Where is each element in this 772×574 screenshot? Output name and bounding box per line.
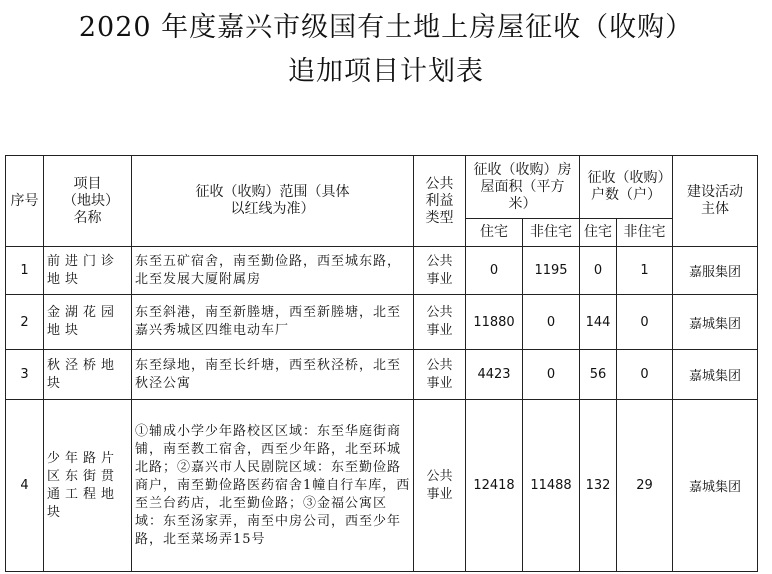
cell-area-non-residential: 11488 xyxy=(523,400,580,572)
header-households: 征收（收购）户数（户） xyxy=(580,156,673,219)
header-households-residential: 住宅 xyxy=(580,219,617,247)
cell-households-non-residential: 0 xyxy=(617,295,673,350)
cell-project-name: 少年路片区东街贯通工程地块 xyxy=(44,400,132,572)
title-block xyxy=(0,6,772,94)
cell-seq: 4 xyxy=(6,400,44,572)
cell-seq: 2 xyxy=(6,295,44,350)
cell-area-residential: 0 xyxy=(466,247,523,295)
cell-households-residential: 144 xyxy=(580,295,617,350)
table-row xyxy=(6,400,758,572)
cell-range: 东至绿地，南至长纤塘，西至秋泾桥，北至秋泾公寓 xyxy=(132,350,414,400)
cell-project-name: 秋泾桥地块 xyxy=(44,350,132,400)
cell-public-interest: 公共事业 xyxy=(414,295,466,350)
cell-area-non-residential: 0 xyxy=(523,295,580,350)
cell-area-residential: 12418 xyxy=(466,400,523,572)
cell-range: 东至斜港，南至新塍塘，西至新塍塘，北至嘉兴秀城区四维电动车厂 xyxy=(132,295,414,350)
header-households-non-residential: 非住宅 xyxy=(617,219,673,247)
cell-area-non-residential: 1195 xyxy=(523,247,580,295)
cell-builder: 嘉服集团 xyxy=(673,247,758,295)
cell-area-non-residential: 0 xyxy=(523,350,580,400)
header-row xyxy=(6,156,758,219)
cell-households-non-residential: 0 xyxy=(617,350,673,400)
cell-builder: 嘉城集团 xyxy=(673,295,758,350)
cell-households-residential: 0 xyxy=(580,247,617,295)
cell-households-non-residential: 1 xyxy=(617,247,673,295)
page-subtitle: 追加项目计划表 xyxy=(288,56,484,87)
header-area-non-residential: 非住宅 xyxy=(523,219,580,247)
header-area: 征收（收购）房屋面积（平方米） xyxy=(466,156,580,219)
cell-area-residential: 11880 xyxy=(466,295,523,350)
cell-public-interest: 公共事业 xyxy=(414,400,466,572)
cell-seq: 3 xyxy=(6,350,44,400)
cell-project-name: 金湖花园地块 xyxy=(44,295,132,350)
header-range: 征收（收购）范围（具体以红线为准） xyxy=(132,156,414,247)
cell-seq: 1 xyxy=(6,247,44,295)
cell-project-name: 前进门诊地块 xyxy=(44,247,132,295)
cell-range: ①辅成小学少年路校区区域：东至华庭街商铺，南至教工宿舍，西至少年路，北至环城北路；②嘉兴市人民剧院区域：东至勤俭路商户，南至勤俭路医药宿舍1幢自行车库，西至兰台药店，北至勤俭路；③金福公寓区域：东至汤家弄，南至中房公司，西至少年路，北至菜场弄15号 xyxy=(132,400,414,572)
cell-public-interest: 公共事业 xyxy=(414,247,466,295)
table-row xyxy=(6,350,758,400)
cell-builder: 嘉城集团 xyxy=(673,350,758,400)
cell-builder: 嘉城集团 xyxy=(673,400,758,572)
header-public-interest: 公共利益类型 xyxy=(414,156,466,247)
page-title: 2020 年度嘉兴市级国有土地上房屋征收（收购） xyxy=(78,12,694,43)
header-builder: 建设活动主体 xyxy=(673,156,758,247)
cell-households-residential: 132 xyxy=(580,400,617,572)
header-project-name: 项目（地块）名称 xyxy=(44,156,132,247)
plan-table xyxy=(5,155,758,572)
table-row xyxy=(6,247,758,295)
header-area-residential: 住宅 xyxy=(466,219,523,247)
cell-households-residential: 56 xyxy=(580,350,617,400)
cell-households-non-residential: 29 xyxy=(617,400,673,572)
header-seq: 序号 xyxy=(6,156,44,247)
cell-area-residential: 4423 xyxy=(466,350,523,400)
table-row xyxy=(6,295,758,350)
cell-public-interest: 公共事业 xyxy=(414,350,466,400)
cell-range: 东至五矿宿舍，南至勤俭路，西至城东路，北至发展大厦附属房 xyxy=(132,247,414,295)
